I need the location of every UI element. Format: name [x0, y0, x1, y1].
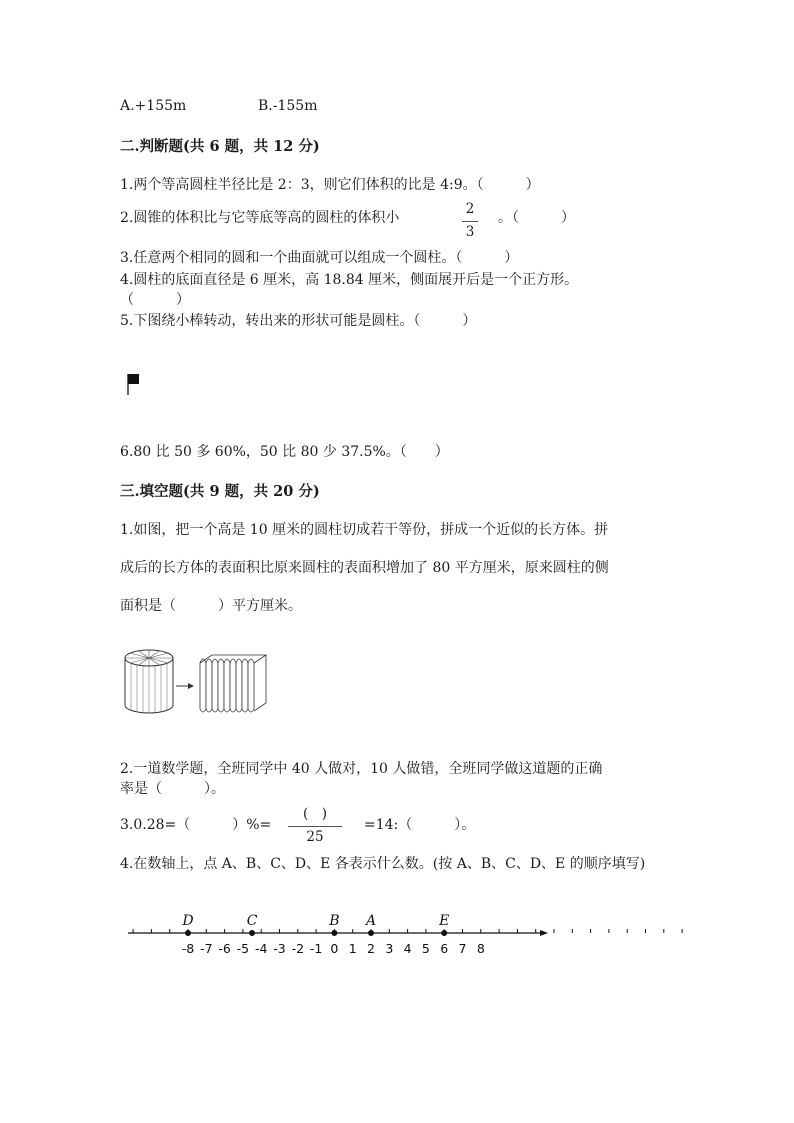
- cuboid-right-edge: [254, 655, 266, 711]
- section2-heading: 二.判断题(共 6 题，共 12 分): [120, 138, 320, 155]
- fill-q1-line2: 成后的长方体的表面积比原来圆柱的表面积增加了 80 平方厘米，原来圆柱的侧: [120, 560, 609, 576]
- judge-q3: 3.任意两个相同的圆和一个曲面就可以组成一个圆柱。（ ）: [120, 250, 519, 266]
- tick-label: -3: [273, 941, 286, 956]
- tick-label: -5: [236, 941, 250, 956]
- option-a: A.+155m: [120, 98, 187, 114]
- tick-label: 5: [421, 941, 430, 956]
- fill-q2-line1: 2.一道数学题，全班同学中 40 人做对，10 人做错，全班同学做这道题的正确: [120, 761, 603, 777]
- fill-q3-fraction: [288, 808, 342, 844]
- tick-label: 1: [348, 941, 357, 956]
- option-b: B.-155m: [258, 98, 318, 114]
- point-C-dot: [249, 930, 255, 936]
- tick-label: -7: [200, 941, 213, 956]
- judge-q4-line1: 4.圆柱的底面直径是 6 厘米，高 18.84 厘米，侧面展开后是一个正方形。: [120, 272, 579, 288]
- tick-label: 2: [367, 941, 375, 956]
- point-B-dot: [331, 930, 337, 936]
- cuboid-slices: [200, 659, 254, 712]
- judge-q2-fraction: [462, 203, 478, 239]
- point-E-label: E: [439, 913, 450, 929]
- tick-label: 4: [403, 941, 412, 956]
- cylinder-side-lines: [131, 664, 167, 713]
- axis-arrow: [540, 930, 548, 936]
- point-D-label: D: [182, 913, 194, 929]
- fraction-denominator: 3: [465, 223, 475, 240]
- number-line: [0, 900, 794, 970]
- fraction-numerator: 2: [465, 201, 475, 217]
- judge-q6: 6.80 比 50 多 60%，50 比 80 少 37.5%。（ ）: [120, 444, 449, 460]
- tick-label: 0: [330, 941, 339, 956]
- tick-label: 8: [476, 941, 485, 956]
- fill-q1-line3: 面积是（ ）平方厘米。: [120, 598, 302, 614]
- point-D-dot: [185, 930, 191, 936]
- judge-q4-line2: （ ）: [120, 292, 190, 308]
- fill-q1-line1: 1.如图，把一个高是 10 厘米的圆柱切成若干等份，拼成一个近似的长方体。拼: [120, 522, 609, 538]
- arrow-head: [188, 683, 194, 689]
- fill-q4: 4.在数轴上，点 A、B、C、D、E 各表示什么数。(按 A、B、C、D、E 的顺序填写): [120, 856, 646, 872]
- flag-figure: [125, 372, 145, 398]
- cylinder-to-cuboid-figure: [122, 645, 272, 717]
- point-B-label: B: [329, 913, 340, 929]
- tick-label: 7: [458, 941, 467, 956]
- judge-q5: 5.下图绕小棒转动，转出来的形状可能是圆柱。（ ）: [120, 313, 477, 329]
- fraction-denominator: 25: [306, 828, 324, 845]
- fill-q3-pre: 3.0.28=（ ）%=: [120, 817, 272, 833]
- tick-label: 6: [440, 941, 449, 956]
- judge-q2-tail: 。（ ）: [498, 210, 575, 226]
- tick-label: -1: [309, 941, 323, 956]
- point-A-dot: [368, 930, 374, 936]
- tick-label: -6: [218, 941, 231, 956]
- point-E-dot: [441, 930, 447, 936]
- fraction-numerator: ( ): [302, 806, 328, 822]
- tick-label: -2: [291, 941, 305, 956]
- tick-label: 3: [385, 941, 394, 956]
- point-A-label: A: [365, 913, 377, 929]
- point-C-label: C: [246, 913, 258, 929]
- section3-heading: 三.填空题(共 9 题，共 20 分): [120, 483, 320, 500]
- tick-label: -4: [254, 941, 268, 956]
- tick-label: -8: [181, 941, 195, 956]
- fill-q3-post: =14:（ ）。: [364, 817, 476, 833]
- judge-q1: 1.两个等高圆柱半径比是 2：3，则它们体积的比是 4:9。（ ）: [120, 177, 540, 193]
- fill-q2-line2: 率是（ ）。: [120, 781, 225, 797]
- judge-q2-text: 2.圆锥的体积比与它等底等高的圆柱的体积小: [120, 210, 400, 226]
- flag-cloth: [128, 374, 139, 384]
